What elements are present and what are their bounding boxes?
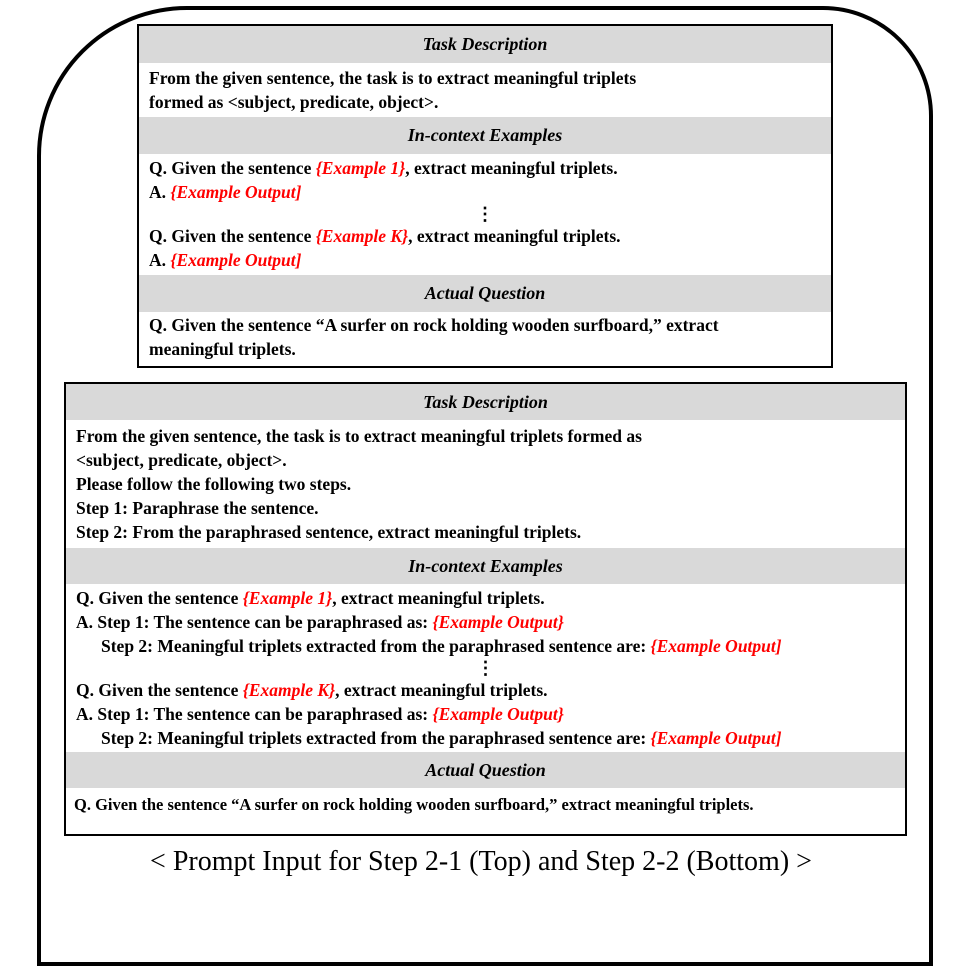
example-1-step-1: [76, 610, 895, 634]
example-output-placeholder: {Example Output]: [170, 182, 302, 202]
task-description-header: Task Description: [139, 26, 831, 63]
task-line: formed as <subject, predicate, object>.: [149, 92, 439, 112]
in-context-examples-header: In-context Examples: [139, 117, 831, 154]
example-k-answer: [149, 248, 821, 272]
task-description-body: [139, 63, 831, 117]
step-text: A. Step 1: The sentence can be paraphrased as:: [76, 612, 433, 632]
task-line: From the given sentence, the task is to extract meaningful triplets formed as: [76, 426, 642, 446]
prompt-box-step-2-2: [64, 382, 907, 836]
question-text: Q. Given the sentence: [76, 588, 243, 608]
example-output-placeholder: {Example Output}: [432, 612, 564, 632]
example-k-step-1: [76, 702, 895, 726]
example-k-question: [76, 678, 895, 702]
question-text: Q. Given the sentence: [149, 226, 316, 246]
question-line: meaningful triplets.: [149, 339, 296, 359]
example-output-placeholder: {Example Output]: [650, 636, 782, 656]
example-placeholder: {Example 1}: [242, 588, 333, 608]
in-context-examples-header: In-context Examples: [66, 548, 905, 584]
actual-question-body: Q. Given the sentence “A surfer on rock holding wooden surfboard,” extract meaningful triplets.: [74, 795, 754, 814]
question-text: , extract meaningful triplets.: [405, 158, 618, 178]
example-output-placeholder: {Example Output]: [170, 250, 302, 270]
actual-question-header: Actual Question: [66, 752, 905, 788]
example-k-step-2: [76, 726, 895, 750]
in-context-examples-body: [66, 584, 905, 752]
actual-question-body: [139, 312, 831, 361]
task-line: Step 1: Paraphrase the sentence.: [76, 498, 319, 518]
step-text: Step 2: Meaningful triplets extracted from the paraphrased sentence are:: [101, 636, 651, 656]
task-line: Please follow the following two steps.: [76, 474, 352, 494]
example-1-question: [149, 156, 821, 180]
task-description-header: Task Description: [66, 384, 905, 420]
example-1-answer: [149, 180, 821, 204]
example-output-placeholder: {Example Output}: [432, 704, 564, 724]
in-context-examples-body: [139, 154, 831, 272]
example-1-question: [76, 586, 895, 610]
question-text: Q. Given the sentence: [149, 158, 316, 178]
ellipsis-icon: ⋮: [476, 658, 495, 678]
example-placeholder: {Example K}: [242, 680, 336, 700]
answer-label: A.: [149, 250, 171, 270]
question-text: , extract meaningful triplets.: [332, 588, 545, 608]
example-placeholder: {Example K}: [315, 226, 409, 246]
prompt-box-step-2-1: [137, 24, 833, 368]
task-line: From the given sentence, the task is to extract meaningful triplets: [149, 68, 637, 88]
example-placeholder: {Example 1}: [315, 158, 406, 178]
task-line: Step 2: From the paraphrased sentence, extract meaningful triplets.: [76, 522, 582, 542]
question-line: Q. Given the sentence “A surfer on rock holding wooden surfboard,” extract: [149, 315, 719, 335]
ellipsis-icon: ⋮: [476, 204, 494, 224]
question-text: , extract meaningful triplets.: [408, 226, 621, 246]
figure-caption: < Prompt Input for Step 2-1 (Top) and Step 2-2 (Bottom) >: [150, 846, 812, 877]
task-line: <subject, predicate, object>.: [76, 450, 287, 470]
example-output-placeholder: {Example Output]: [650, 728, 782, 748]
question-text: Q. Given the sentence: [76, 680, 243, 700]
step-text: Step 2: Meaningful triplets extracted from the paraphrased sentence are:: [101, 728, 651, 748]
answer-label: A.: [149, 182, 171, 202]
example-k-question: [149, 224, 821, 248]
question-text: , extract meaningful triplets.: [335, 680, 548, 700]
task-description-body: [66, 420, 905, 548]
step-text: A. Step 1: The sentence can be paraphrased as:: [76, 704, 433, 724]
example-1-step-2: [76, 634, 895, 658]
actual-question-header: Actual Question: [139, 275, 831, 312]
